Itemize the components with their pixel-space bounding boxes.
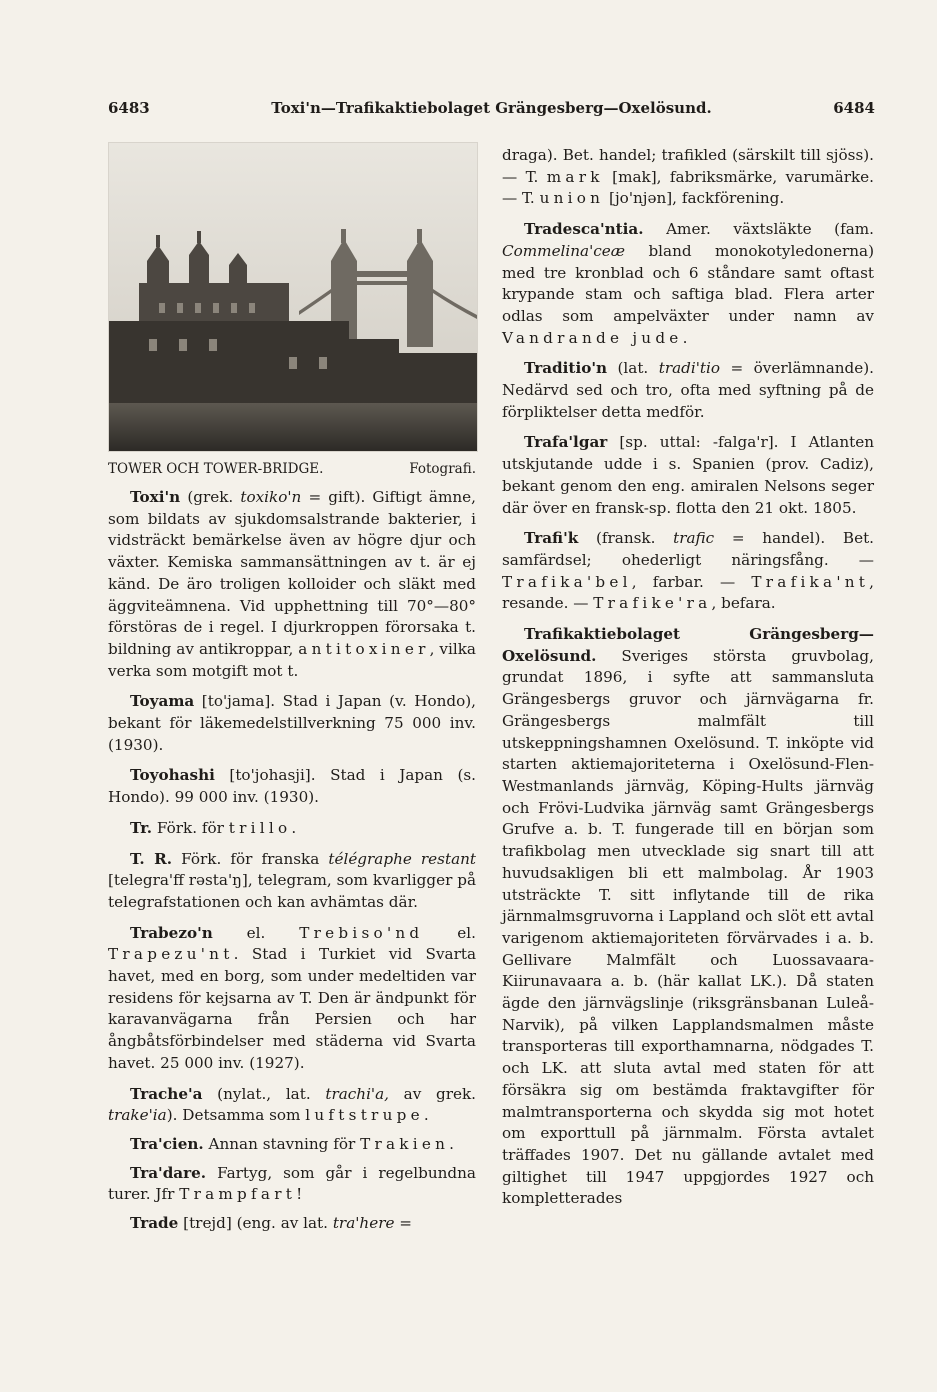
caption-credit: Fotografi. (409, 461, 476, 477)
entry-toyama: Toyama [to'jama]. Stad i Japan (v. Hondo), bekant för läkemedelstillverkning 75 000 inv. (1930). (108, 692, 476, 754)
entry-toyohashi: Toyohashi [to'johasji]. Stad i Japan (s. Hondo). 99 000 inv. (1930). (108, 766, 476, 807)
entry-toxin: Toxi'n (grek. toxiko'n = gift). Giftigt ämne, som bildats av sjukdomsalstrande bakterier, i vidsträckt bemärkelse även av högre djur och växter. Kemiska sammansättningen av t. är ej känd. De äro troligen kolloider och släkt med äggviteämnena. Vid upphettning till 70°—80° förstöras de i regel. I djurkroppen förorsaka t. bildning av antikroppar, antitoxiner, vilka verka som motgift mot t. (108, 488, 476, 680)
photo-caption (108, 460, 476, 478)
entry-trade: Trade [trejd] (eng. av lat. tra'here = (130, 1214, 413, 1233)
page-number-right: 6484 (833, 99, 875, 117)
entry-tracien: Tra'cien. Annan stavning för Trakien. (130, 1134, 454, 1153)
left-column (108, 142, 476, 1242)
page-header (108, 99, 875, 123)
entry-tradition: Traditio'n (lat. tradi'tio = överlämnande). Nedärvd sed och tro, ofta med syftning på de förpliktelser detta medför. (502, 359, 874, 421)
entry-tr-telegram: T. R. Förk. för franska télégraphe restant [telegra'ff rəsta'ŋ], telegram, som kvarligger på telegrafstationen och kan avhämtas där. (108, 849, 477, 911)
entry-trafikaktiebolaget: Trafikaktiebolaget Grängesberg—Oxelösund. Sveriges största gruvbolag, grundat 1896, i syfte att sammansluta Grängesbergs gruvor och järnvägarna fr. Grängesbergs malmfält till utskeppningshamnen Oxelösund. T. inköpte vid starten aktiemajoriteterna i Oxelösund-Flen-Westmanlands järnväg, Köping-Hults järnväg och Frövi-Ludvika järnväg samt Grängesbergs Grufve a. b. T. fungerade till en början som trafikbolag men utvecklade sig snart till att huvudsakligen bli ett malmbolag. År 1903 utsträckte T. sitt inflytande till de rika järnmalmsgruvorna i Lappland och slöt ett avtal varigenom aktiemajoriteten förvärvades i a. b. Gellivare Malmfält och Luossavaara-Kiirunavaara a. b. (här kallat LK.). Då staten ägde den järnvägslinje (riksgränsbanan Luleå-Narvik), på vilken Lapplandsmalmen måste transporteras till exporthamnarna, nödgades T. och LK. att sluta avtal med staten för att försäkra sig om bestämda fraktavgifter för malmtransporterna och skydda sig mot hotet om exporttull på järnmalm. Första avtalet träffades 1907. Det nu gällande avtalet med giltighet till 1947 uppgjordes 1927 och kompletterades (502, 625, 874, 1208)
caption-title: TOWER OCH TOWER-BRIDGE. (108, 461, 324, 477)
entry-trafik: Trafi'k (fransk. trafic = handel). Bet. samfärdsel; ohederligt näringsfång. — Trafika'bel, farbar. — Trafika'nt, resande. — Trafike'ra, befara. (502, 529, 875, 613)
entry-trachea: Trache'a (nylat., lat. trachi'a, av grek. trake'ia). Detsamma som luftstrupe. (108, 1084, 476, 1125)
entry-trade-continued: draga). Bet. handel; trafikled (särskilt till sjöss). — T. mark [mak], fabriksmärke, varumärke. — T. union [jo'njən], fackförening. (502, 146, 874, 208)
entry-tradescantia: Tradesca'ntia. Amer. växtsläkte (fam. Commelina'ceæ bland monokotyledonerna) med tre kronblad och 6 ståndare samt oftast krypande stam och saftiga blad. Flera arter odlas som ampelväxter under namn av Vandrande jude. (502, 220, 874, 347)
page-number-left: 6483 (108, 99, 150, 117)
entry-trafalgar: Trafa'lgar [sp. uttal: -falga'r]. I Atlanten utskjutande udde i s. Spanien (prov. Cadiz), bekant genom den eng. amiralen Nelsons seger där över en fransk-sp. flotta den 21 okt. 1805. (502, 433, 874, 517)
right-column (502, 145, 874, 1219)
entry-tr: Tr. Förk. för trillo. (130, 818, 297, 837)
entry-tradare: Tra'dare. Fartyg, som går i regelbundna turer. Jfr Trampfart! (108, 1163, 476, 1204)
tower-bridge-photo (108, 142, 478, 452)
entry-trabezon: Trabezo'n el. Trebiso'nd el. Trapezu'nt. Stad i Turkiet vid Svarta havet, med en borg, som under medeltiden var residens för kejsarna av T. Den är ändpunkt för karavanvägarna från Persien och har ångbåtsförbindelser med städerna vid Svarta havet. 25 000 inv. (1927). (108, 923, 476, 1072)
running-title: Toxi'n—Trafikaktiebolaget Grängesberg—Oxelösund. (271, 99, 712, 117)
